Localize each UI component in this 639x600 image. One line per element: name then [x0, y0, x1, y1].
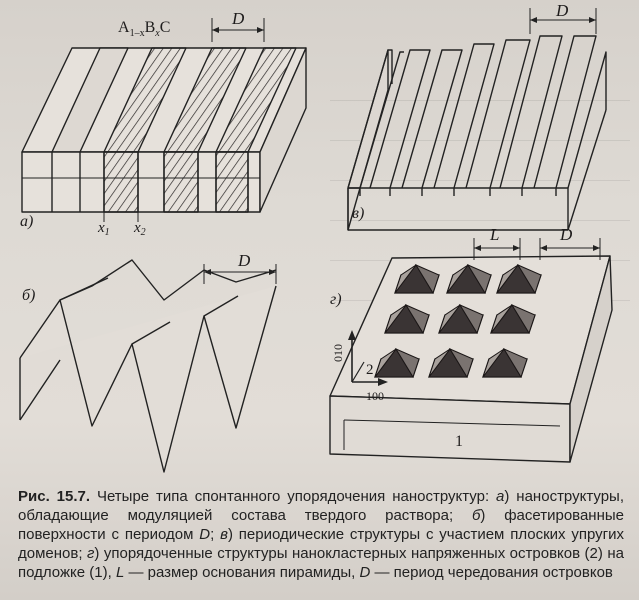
- panel-g-islands: [375, 265, 541, 377]
- figure-caption: Рис. 15.7. Четыре типа спонтанного упорядочения наноструктур: а) наноструктуры, обладающие модуляцией состава твердого раствора; б) фасетированные поверхности с периодом D; в) периодические структуры с участием плоских упругих доменов; г) упорядоченные структуры нанокластерных напряженных островков (2) на подложке (1), L — размер основания пирамиды, D — период чередования островков: [18, 488, 625, 581]
- panel-a-x2-label: $x_2$: [134, 220, 146, 238]
- panel-g-dir-010-label: 010: [331, 344, 345, 362]
- panel-a-x1-label: $x_1$: [98, 220, 110, 238]
- panel-a-diagram: [22, 18, 306, 222]
- panel-v-label: в): [352, 205, 365, 222]
- panel-b-period-label: D: [238, 251, 251, 270]
- panel-g-dir-100-label: 100: [366, 389, 384, 403]
- panel-g-label: г): [330, 291, 342, 308]
- panel-g-period-label: D: [560, 225, 573, 244]
- caption-figure-number: Рис. 15.7.: [18, 488, 91, 505]
- panel-b-label: б): [22, 287, 36, 304]
- panel-v-diagram: [348, 8, 606, 230]
- panel-a-label: а): [20, 213, 34, 230]
- panel-a-period-label: D: [232, 9, 245, 28]
- panel-v-period-label: D: [556, 1, 569, 20]
- panel-g-island-number: 2: [366, 362, 374, 378]
- panel-g-substrate-number: 1: [455, 433, 463, 450]
- panel-g-size-label: L: [490, 225, 500, 244]
- panel-a-material-label: $A_{1-x}B_xC$: [118, 19, 171, 39]
- panel-b-diagram: [20, 260, 276, 472]
